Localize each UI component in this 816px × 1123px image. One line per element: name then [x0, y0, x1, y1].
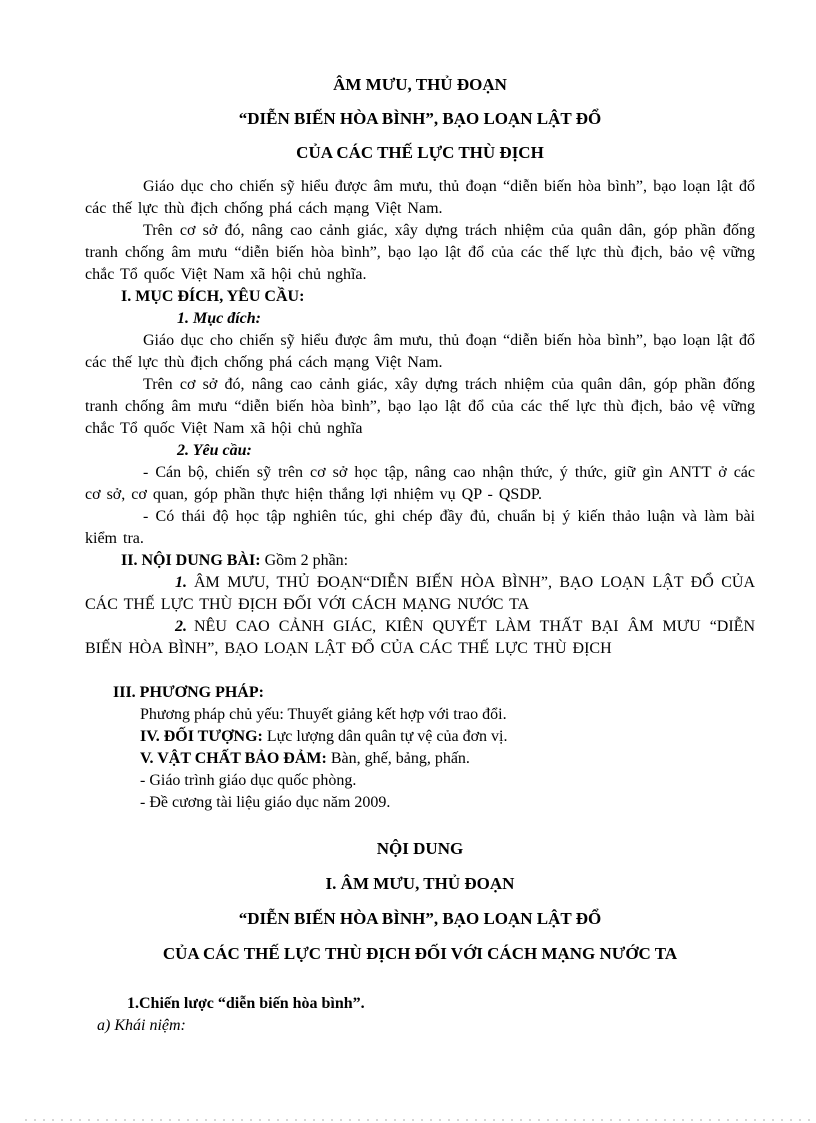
section-2-heading: [121, 550, 755, 572]
content-item-2-number: 2.: [175, 618, 187, 635]
page-break-divider: [25, 1119, 816, 1121]
requirement-heading: 2. Yêu cầu:: [177, 442, 252, 459]
method-line: Phương pháp chủ yếu: Thuyết giảng kết hợp với trao đổi.: [140, 706, 507, 723]
part-1-heading-line-3: CỦA CÁC THẾ LỰC THÙ ĐỊCH ĐỐI VỚI CÁCH MẠNG NƯỚC TA: [162, 944, 678, 963]
document-title-line-2: “DIỄN BIẾN HÒA BÌNH”, BẠO LOẠN LẬT ĐỔ: [238, 109, 602, 128]
document-title: [85, 74, 755, 164]
material-text: Bàn, ghế, bảng, phấn.: [326, 750, 470, 767]
requirement-paragraph-2: - Có thái độ học tập nghiên túc, ghi chép đầy đủ, chuẩn bị ý kiến thảo luận và làm bài kiểm tra.: [85, 508, 755, 547]
intro-paragraph-1: Giáo dục cho chiến sỹ hiểu được âm mưu, thủ đoạn “diễn biến hòa bình”, bạo loạn lật đổ các thế lực thù địch chống phá cách mạng Việt Nam.: [85, 178, 755, 217]
audience-label: IV. ĐỐI TƯỢNG:: [140, 728, 263, 745]
section-2-heading-label: II. NỘI DUNG BÀI:: [121, 552, 261, 569]
intro-paragraph-2: Trên cơ sở đó, nâng cao cảnh giác, xây dựng trách nhiệm của quân dân, góp phần đống tranh chống âm mưu “diễn biến hòa bình”, bạo lạo lật đổ của các thế lực thù địch, bảo vệ vững chắc Tổ quốc Việt Nam xã hội chủ nghĩa.: [85, 222, 755, 283]
section-1-heading: I. MỤC ĐÍCH, YÊU CẦU:: [121, 288, 305, 305]
content-item-2-text: NÊU CAO CẢNH GIÁC, KIÊN QUYẾT LÀM THẤT BẠI ÂM MƯU “DIỄN BIẾN HÒA BÌNH”, BẠO LOẠN LẬT ĐỔ CỦA CÁC THẾ LỰC THÙ ĐỊCH: [85, 618, 755, 657]
content-item-2: [85, 616, 755, 660]
purpose-paragraph-2: Trên cơ sở đó, nâng cao cảnh giác, xây dựng trách nhiệm của quân dân, góp phần đống tranh chống âm mưu “diễn biến hòa bình”, bạo lạo lật đổ của các thế lực thù địch, bảo vệ vững chắc Tổ quốc Việt Nam xã hội chủ nghĩa: [85, 376, 755, 437]
strategy-heading: 1.Chiến lược “diễn biến hòa bình”.: [127, 995, 365, 1012]
part-1-heading-line-2: “DIỄN BIẾN HÒA BÌNH”, BẠO LOẠN LẬT ĐỔ: [238, 909, 602, 928]
material-item-2: - Đề cương tài liệu giáo dục năm 2009.: [140, 794, 391, 811]
audience-line: [140, 726, 755, 748]
purpose-heading: 1. Mục đích:: [177, 310, 261, 327]
material-label: V. VẬT CHẤT BẢO ĐẢM:: [140, 750, 327, 767]
content-item-1: [85, 572, 755, 616]
content-item-1-text: ÂM MƯU, THỦ ĐOẠN“DIỄN BIẾN HÒA BÌNH”, BẠO LOẠN LẬT ĐỔ CỦA CÁC THẾ LỰC THÙ ĐỊCH ĐỐI VỚI CÁCH MẠNG NƯỚC TA: [85, 574, 755, 613]
document-lower-section: [0, 838, 816, 1037]
document-title-line-1: ÂM MƯU, THỦ ĐOẠN: [333, 75, 507, 94]
content-item-1-number: 1.: [175, 574, 187, 591]
material-line: [140, 748, 755, 770]
requirement-paragraph-1: - Cán bộ, chiến sỹ trên cơ sở học tập, nâng cao nhận thức, ý thức, giữ gìn ANTT ở các cơ sở, cơ quan, góp phần thực hiện thắng lợi nhiệm vụ QP - QSDP.: [85, 464, 755, 503]
document-title-line-3: CỦA CÁC THẾ LỰC THÙ ĐỊCH: [296, 143, 544, 162]
section-2-heading-note: Gồm 2 phần:: [260, 552, 349, 569]
material-item-1: - Giáo trình giáo dục quốc phòng.: [140, 772, 357, 789]
part-1-heading-line-1: I. ÂM MƯU, THỦ ĐOẠN: [325, 874, 515, 893]
section-3-heading: III. PHƯƠNG PHÁP:: [113, 684, 264, 701]
noi-dung-heading: NỘI DUNG: [376, 839, 464, 858]
purpose-paragraph-1: Giáo dục cho chiến sỹ hiểu được âm mưu, thủ đoạn “diễn biến hòa bình”, bạo loạn lật đổ các thế lực thù địch chống phá cách mạng Việt Nam.: [85, 332, 755, 371]
audience-text: Lực lượng dân quân tự vệ của đơn vị.: [262, 728, 508, 745]
concept-heading: a) Khái niệm:: [97, 1017, 186, 1034]
